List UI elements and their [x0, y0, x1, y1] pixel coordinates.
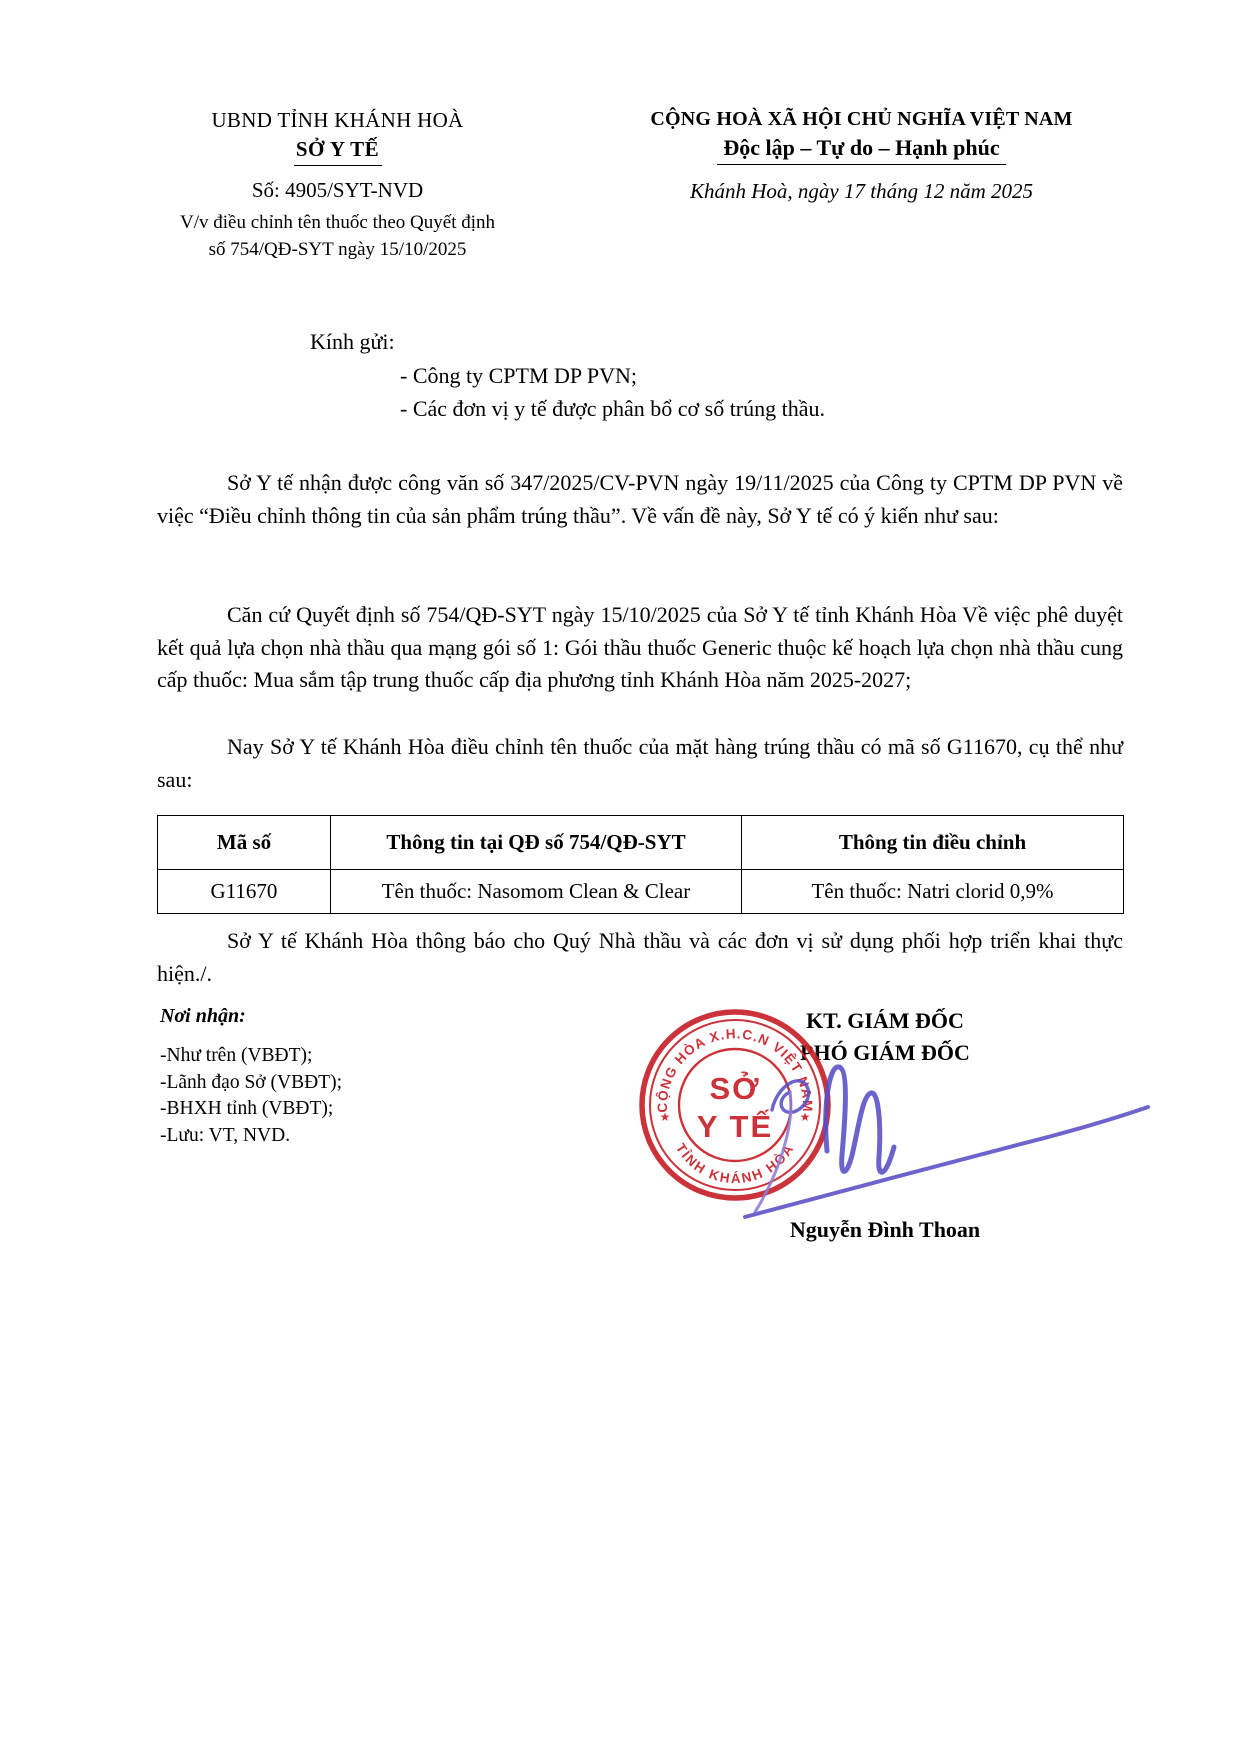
- body-paragraph-1: Sở Y tế nhận được công văn số 347/2025/CV-PVN ngày 19/11/2025 của Công ty CPTM DP PVN về việc “Điều chỉnh thông tin của sản phẩm trúng thầu”. Về vấn đề này, Sở Y tế có ý kiến như sau:: [157, 470, 1123, 528]
- copy-list-item: -Lãnh đạo Sở (VBĐT);: [160, 1071, 342, 1093]
- cell-adjusted-name: Tên thuốc: Natri clorid 0,9%: [742, 870, 1124, 914]
- closing-paragraph: Sở Y tế Khánh Hòa thông báo cho Quý Nhà thầu và các đơn vị sử dụng phối hợp triển khai thực hiện./.: [157, 928, 1123, 986]
- org-underline: [294, 165, 382, 166]
- recipients-copy-label: Nơi nhận:: [160, 1005, 246, 1027]
- subject-line-2: số 754/QĐ-SYT ngày 15/10/2025: [208, 238, 467, 260]
- subject-line-1: V/v điều chỉnh tên thuốc theo Quyết định: [179, 212, 496, 233]
- national-title: CỘNG HOÀ XÃ HỘI CHỦ NGHĨA VIỆT NAM: [650, 108, 1073, 130]
- stamp-bottom-arc-text: TỈNH KHÁNH HÒA: [672, 1140, 798, 1187]
- table-row: [158, 870, 1124, 914]
- cell-drug-code: G11670: [158, 870, 331, 914]
- recipient-item: - Các đơn vị y tế được phân bổ cơ số trúng thầu.: [400, 396, 826, 421]
- parent-org-name: UBND TỈNH KHÁNH HOÀ: [211, 108, 464, 132]
- national-motto: Độc lập – Tự do – Hạnh phúc: [717, 135, 1005, 165]
- copy-list-item: -Lưu: VT, NVD.: [160, 1124, 291, 1146]
- table-header-row: [158, 816, 1124, 870]
- stamp-center-line-1: SỞ: [709, 1071, 761, 1106]
- col-header-adjusted-info: Thông tin điều chỉnh: [742, 816, 1124, 870]
- signer-title-acting: KT. GIÁM ĐỐC: [806, 1008, 964, 1033]
- col-header-original-info: Thông tin tại QĐ số 754/QĐ-SYT: [331, 816, 742, 870]
- body-paragraph-2: Căn cứ Quyết định số 754/QĐ-SYT ngày 15/10/2025 của Sở Y tế tỉnh Khánh Hòa Về việc phê duyệt kết quả lựa chọn nhà thầu qua mạng gói số 1: Gói thầu thuốc Generic thuộc kế hoạch lựa chọn nhà thầu cung cấp thuốc: Mua sắm tập trung thuốc cấp địa phương tỉnh Khánh Hòa năm 2025-2027;: [157, 602, 1123, 693]
- recipients-copy-list: [160, 1043, 342, 1149]
- place-dateline: Khánh Hoà, ngày 17 tháng 12 năm 2025: [690, 179, 1033, 203]
- signer-name: Nguyễn Đình Thoan: [789, 1217, 981, 1242]
- col-header-code: Mã số: [158, 816, 331, 870]
- stamp-center-line-2: Y TẾ: [696, 1109, 774, 1144]
- copy-list-item: -BHXH tỉnh (VBĐT);: [160, 1098, 334, 1119]
- recipients-label: Kính gửi:: [310, 329, 395, 354]
- body-paragraph-3: Nay Sở Y tế Khánh Hòa điều chỉnh tên thuốc của mặt hàng trúng thầu có mã số G11670, cụ thể như sau:: [157, 734, 1123, 792]
- signer-title-deputy: PHÓ GIÁM ĐỐC: [800, 1040, 970, 1065]
- star-icon: ★: [799, 1110, 811, 1124]
- national-header-block: [600, 108, 1123, 204]
- document-number: Số: 4905/SYT-NVD: [251, 178, 424, 202]
- document-subject: [165, 210, 510, 263]
- recipient-item: - Công ty CPTM DP PVN;: [400, 363, 637, 388]
- issuing-org-block: [165, 108, 510, 263]
- org-name: SỞ Y TẾ: [295, 137, 380, 161]
- adjustment-table: [157, 815, 1124, 914]
- signature-tail-stroke: [745, 1107, 1148, 1217]
- star-icon: ★: [659, 1110, 671, 1124]
- signature-zigzag-stroke: [826, 1067, 894, 1172]
- copy-list-item: -Như trên (VBĐT);: [160, 1045, 313, 1066]
- stamp-top-arc-text: CỘNG HÒA X.H.C.N VIỆT NAM: [654, 1026, 816, 1113]
- document-content: [157, 105, 1123, 1705]
- cell-original-name: Tên thuốc: Nasomom Clean & Clear: [331, 870, 742, 914]
